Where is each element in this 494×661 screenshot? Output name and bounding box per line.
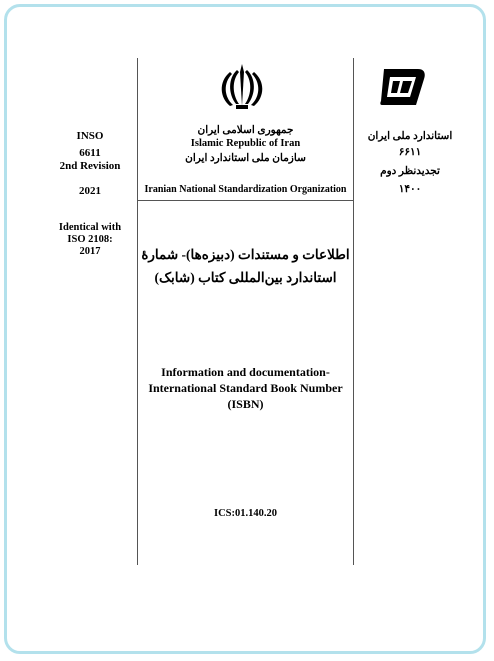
identical-line-1: Identical with: [58, 222, 122, 233]
title-en-line-3: (ISBN): [227, 397, 264, 411]
revision-fa: تجدیدنظر دوم: [380, 166, 440, 177]
isiri-logo-icon: [378, 65, 428, 109]
country-name-en: Islamic Republic of Iran: [190, 138, 301, 149]
org-name-en: Iranian National Standardization Organization: [144, 184, 347, 195]
ics-code: ICS:01.140.20: [213, 508, 277, 519]
org-code: INSO: [76, 130, 104, 142]
header-divider: [137, 200, 354, 201]
org-name-fa: سازمان ملی استاندارد ایران: [185, 153, 306, 164]
standard-number: 6611: [79, 147, 101, 159]
year-fa: ۱۴۰۰: [398, 184, 422, 195]
iran-emblem-icon: [216, 60, 268, 112]
right-column-rule: [353, 58, 354, 565]
title-fa-line-1: اطلاعات و مستندات (دبیزه‌ها)- شمارهٔ: [141, 247, 350, 262]
title-en-line-1: Information and documentation-: [161, 365, 330, 379]
national-standard-label-fa: استاندارد ملی ایران: [367, 131, 453, 142]
year: 2021: [79, 185, 101, 197]
title-fa-line-2: استاندارد بین‌المللی کتاب (شابک): [154, 270, 337, 285]
identical-line-2: ISO 2108:: [67, 234, 113, 245]
title-en-line-2: International Standard Book Number: [148, 381, 343, 395]
standard-number-fa: ۶۶۱۱: [398, 147, 422, 158]
revision: 2nd Revision: [59, 160, 121, 172]
country-name-fa: جمهوری اسلامی ایران: [197, 125, 294, 136]
identical-line-3: 2017: [79, 246, 101, 257]
